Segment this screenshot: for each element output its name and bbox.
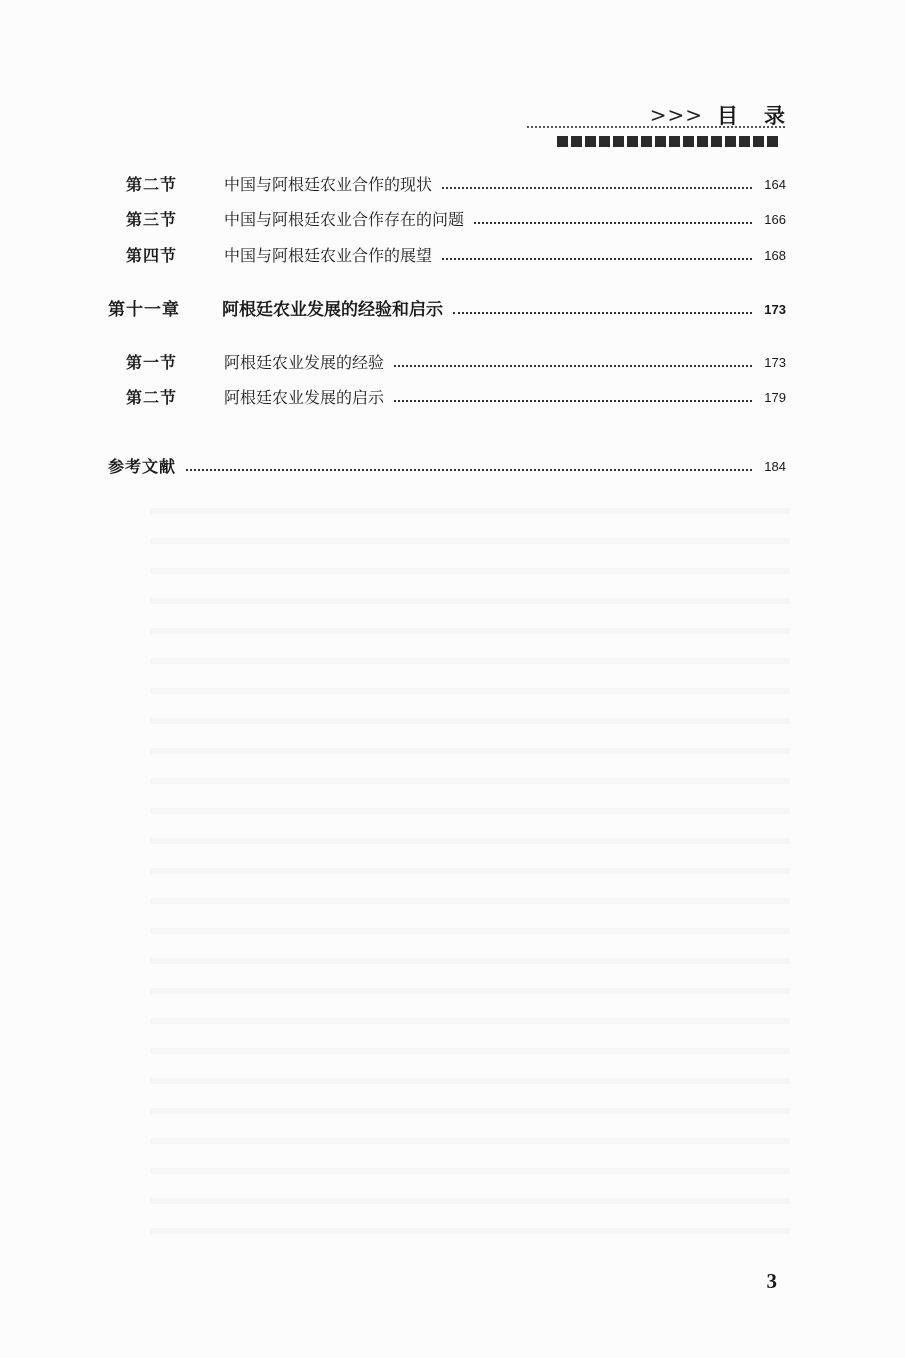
toc-page-number: 173 [764, 302, 786, 317]
toc-references-entry [108, 447, 786, 477]
toc-leader-dots [474, 221, 752, 224]
toc-entry [108, 343, 786, 373]
page-number: 3 [766, 1269, 777, 1293]
toc-label: 第一节 [126, 353, 178, 372]
toc-page-number: 164 [764, 177, 786, 192]
toc-leader-dots [453, 311, 752, 314]
toc-chapter-title: 阿根廷农业发展的经验和启示 [222, 300, 443, 320]
toc-page-number: 166 [764, 212, 786, 227]
toc-entry [108, 378, 786, 408]
toc-page-number: 173 [764, 355, 786, 370]
toc-leader-dots [442, 257, 752, 260]
toc-entry [108, 200, 786, 230]
header-arrows: >>> [649, 103, 703, 127]
toc-chapter-entry [108, 290, 786, 320]
toc-title: 中国与阿根廷农业合作的展望 [224, 246, 433, 265]
toc-title: 中国与阿根廷农业合作存在的问题 [224, 210, 465, 229]
toc-label: 第二节 [126, 175, 178, 194]
toc-entry [108, 165, 786, 195]
toc-leader-dots [394, 399, 752, 402]
toc-references-label: 参考文献 [108, 457, 177, 476]
toc-entry [108, 236, 786, 266]
toc-title: 阿根廷农业发展的经验 [224, 353, 385, 372]
toc-title: 中国与阿根廷农业合作的现状 [224, 175, 433, 194]
toc-label: 第二节 [126, 388, 178, 407]
toc-page-number: 184 [764, 459, 786, 474]
toc-page-number: 179 [764, 390, 786, 405]
toc-page-number: 168 [764, 248, 786, 263]
toc-leader-dots [394, 364, 752, 367]
toc-leader-dots [186, 468, 752, 471]
header-block-strip [557, 136, 778, 147]
header-title: 目录 [717, 104, 811, 128]
toc-label: 第三节 [126, 210, 178, 229]
toc-title: 阿根廷农业发展的启示 [224, 388, 385, 407]
toc-label: 第四节 [126, 246, 178, 265]
toc-chapter-label: 第十一章 [108, 300, 180, 320]
bleed-through-texture [150, 484, 790, 1244]
toc-leader-dots [442, 186, 752, 189]
header-dotted-rule [527, 126, 785, 128]
